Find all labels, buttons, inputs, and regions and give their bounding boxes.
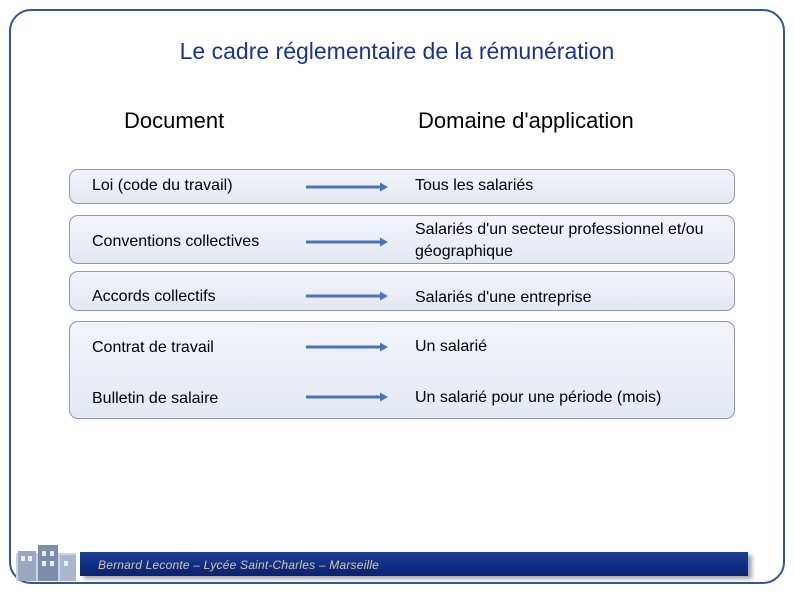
document-cell: Conventions collectives	[92, 233, 260, 250]
school-logo-image	[16, 543, 76, 581]
footer-text: Bernard Leconte – Lycée Saint-Charles – Marseille	[98, 558, 380, 572]
slide-title: Le cadre réglementaire de la rémunération	[179, 38, 615, 64]
arrow-icon	[306, 391, 388, 403]
arrow-icon	[306, 290, 388, 302]
document-cell: Bulletin de salaire	[92, 390, 219, 407]
arrow-icon	[306, 341, 388, 353]
arrow-icon	[306, 181, 388, 193]
column-header-document: Document	[124, 108, 225, 133]
document-cell: Contrat de travail	[92, 339, 214, 356]
domaine-cell: Un salarié pour une période (mois)	[415, 389, 662, 406]
domaine-cell: Salariés d'un secteur professionnel et/ou géographique	[415, 221, 704, 260]
document-cell: Loi (code du travail)	[92, 177, 233, 194]
arrow-icon	[306, 236, 388, 248]
document-cell: Accords collectifs	[92, 288, 216, 305]
domaine-cell: Salariés d'une entreprise	[415, 289, 592, 306]
domaine-cell: Tous les salariés	[415, 177, 534, 194]
domaine-cell: Un salarié	[415, 338, 488, 355]
column-header-domaine: Domaine d'application	[418, 108, 634, 133]
